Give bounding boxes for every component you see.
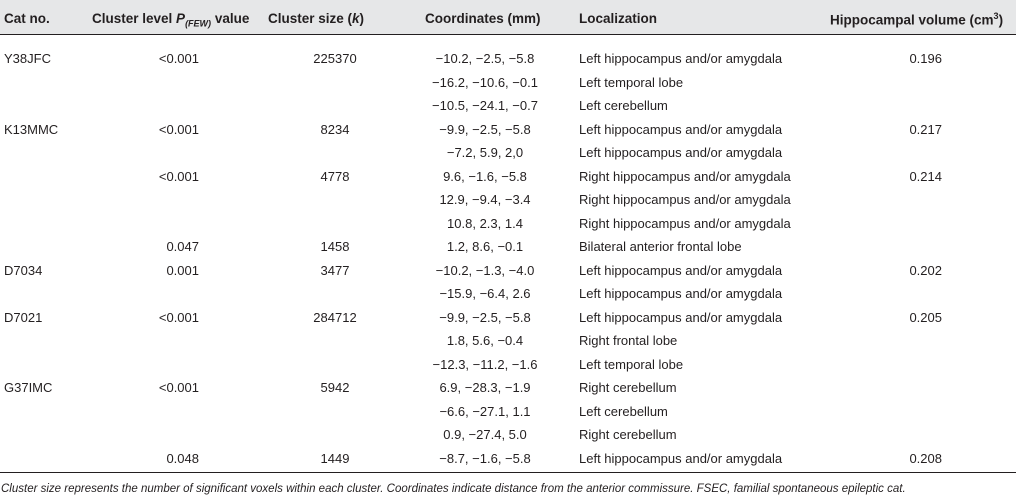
cell-coordinates: −16.2, −10.6, −0.1 bbox=[432, 75, 538, 90]
cell-p-value: 0.048 bbox=[166, 451, 199, 466]
cell-localization: Bilateral anterior frontal lobe bbox=[579, 239, 742, 254]
cell-localization: Right hippocampus and/or amygdala bbox=[579, 169, 791, 184]
cell-coordinates: 10.8, 2.3, 1.4 bbox=[447, 216, 523, 231]
cell-cat-no: K13MMC bbox=[4, 122, 59, 137]
header-hippocampal-volume-text: Hippocampal volume (cm bbox=[830, 12, 994, 28]
cell-p-value: 0.001 bbox=[166, 263, 199, 278]
cell-cluster-size: 3477 bbox=[320, 263, 350, 278]
cell-cluster-size: 284712 bbox=[313, 310, 357, 325]
cell-hippocampal-volume: 0.214 bbox=[909, 169, 942, 184]
cell-coordinates: −7.2, 5.9, 2,0 bbox=[446, 145, 524, 160]
header-cluster-size-text: Cluster size ( bbox=[268, 11, 353, 26]
header-bottom-rule bbox=[0, 34, 1016, 35]
cell-hippocampal-volume: 0.205 bbox=[909, 310, 942, 325]
cell-cluster-size: 8234 bbox=[320, 122, 350, 137]
cell-p-value: <0.001 bbox=[158, 169, 199, 184]
table-bottom-rule bbox=[0, 472, 1016, 473]
cell-localization: Right hippocampus and/or amygdala bbox=[579, 216, 791, 231]
cell-localization: Left cerebellum bbox=[579, 98, 668, 113]
header-p-suffix: value bbox=[211, 11, 250, 26]
cell-cluster-size: 5942 bbox=[320, 380, 350, 395]
cell-hippocampal-volume: 0.208 bbox=[909, 451, 942, 466]
cell-localization: Left hippocampus and/or amygdala bbox=[579, 122, 783, 137]
cell-p-value: <0.001 bbox=[158, 380, 199, 395]
cell-hippocampal-volume: 0.196 bbox=[909, 51, 942, 66]
cell-coordinates: 0.9, −27.4, 5.0 bbox=[443, 427, 527, 442]
cell-cluster-size: 1458 bbox=[320, 239, 350, 254]
cell-coordinates: −9.9, −2.5, −5.8 bbox=[439, 122, 531, 137]
cell-coordinates: 12.9, −9.4, −3.4 bbox=[439, 192, 531, 207]
cell-coordinates: 1.2, 8.6, −0.1 bbox=[446, 239, 524, 254]
cell-localization: Right cerebellum bbox=[579, 427, 677, 442]
cell-coordinates: −12.3, −11.2, −1.6 bbox=[432, 357, 538, 372]
cell-localization: Right hippocampus and/or amygdala bbox=[579, 192, 791, 207]
header-cluster-size bbox=[268, 11, 364, 26]
cell-p-value: <0.001 bbox=[158, 51, 199, 66]
cell-cluster-size: 4778 bbox=[320, 169, 350, 184]
cell-localization: Left cerebellum bbox=[579, 404, 668, 419]
cell-cluster-size: 225370 bbox=[313, 51, 357, 66]
cell-localization: Left hippocampus and/or amygdala bbox=[579, 286, 783, 301]
cell-localization: Right frontal lobe bbox=[579, 333, 678, 348]
cell-localization: Left hippocampus and/or amygdala bbox=[579, 263, 783, 278]
header-cluster-level bbox=[92, 11, 249, 29]
header-hippocampal-volume-close: ) bbox=[998, 12, 1004, 28]
cell-hippocampal-volume: 0.217 bbox=[909, 122, 942, 137]
cell-coordinates: 6.9, −28.3, −1.9 bbox=[439, 380, 531, 395]
header-cat-no: Cat no. bbox=[4, 11, 50, 26]
cell-coordinates: −8.7, −1.6, −5.8 bbox=[439, 451, 531, 466]
cell-coordinates: −15.9, −6.4, 2.6 bbox=[439, 286, 531, 301]
header-hippocampal-volume bbox=[830, 11, 1003, 28]
cell-localization: Left hippocampus and/or amygdala bbox=[579, 451, 783, 466]
cell-coordinates: −10.2, −2.5, −5.8 bbox=[435, 51, 535, 66]
cell-localization: Left hippocampus and/or amygdala bbox=[579, 145, 783, 160]
table-footnote: Cluster size represents the number of significant voxels within each cluster. Coordinates indicate distance from the anterior commissure. FSEC, familial spontaneous epileptic cat. bbox=[1, 483, 906, 495]
header-coordinates: Coordinates (mm) bbox=[425, 11, 541, 26]
cell-p-value: <0.001 bbox=[158, 310, 199, 325]
cell-localization: Left temporal lobe bbox=[579, 75, 684, 90]
header-hippocampal-volume-sup: 3 bbox=[993, 11, 999, 21]
cell-cat-no: D7021 bbox=[4, 310, 43, 325]
header-localization: Localization bbox=[579, 11, 658, 26]
cell-coordinates: 1.8, 5.6, −0.4 bbox=[446, 333, 524, 348]
cell-cat-no: D7034 bbox=[4, 263, 43, 278]
cell-cat-no: G37IMC bbox=[4, 380, 53, 395]
cell-p-value: <0.001 bbox=[158, 122, 199, 137]
cell-localization: Right cerebellum bbox=[579, 380, 677, 395]
cell-cat-no: Y38JFC bbox=[4, 51, 51, 66]
cell-coordinates: −10.5, −24.1, −0.7 bbox=[432, 98, 538, 113]
cell-localization: Left hippocampus and/or amygdala bbox=[579, 51, 783, 66]
cell-coordinates: 9.6, −1.6, −5.8 bbox=[443, 169, 527, 184]
cell-localization: Left hippocampus and/or amygdala bbox=[579, 310, 783, 325]
header-p-letter: P bbox=[176, 11, 186, 26]
cell-coordinates: −9.9, −2.5, −5.8 bbox=[439, 310, 531, 325]
cell-cluster-size: 1449 bbox=[320, 451, 350, 466]
header-p-subscript: (FEW) bbox=[185, 18, 212, 29]
header-k-letter: k bbox=[352, 11, 360, 26]
cell-coordinates: −6.6, −27.1, 1.1 bbox=[439, 404, 531, 419]
header-cluster-size-close: ) bbox=[359, 11, 365, 26]
cell-localization: Left temporal lobe bbox=[579, 357, 684, 372]
cell-hippocampal-volume: 0.202 bbox=[909, 263, 942, 278]
header-cluster-level-text: Cluster level bbox=[92, 11, 177, 26]
cell-coordinates: −10.2, −1.3, −4.0 bbox=[435, 263, 535, 278]
cell-p-value: 0.047 bbox=[166, 239, 199, 254]
